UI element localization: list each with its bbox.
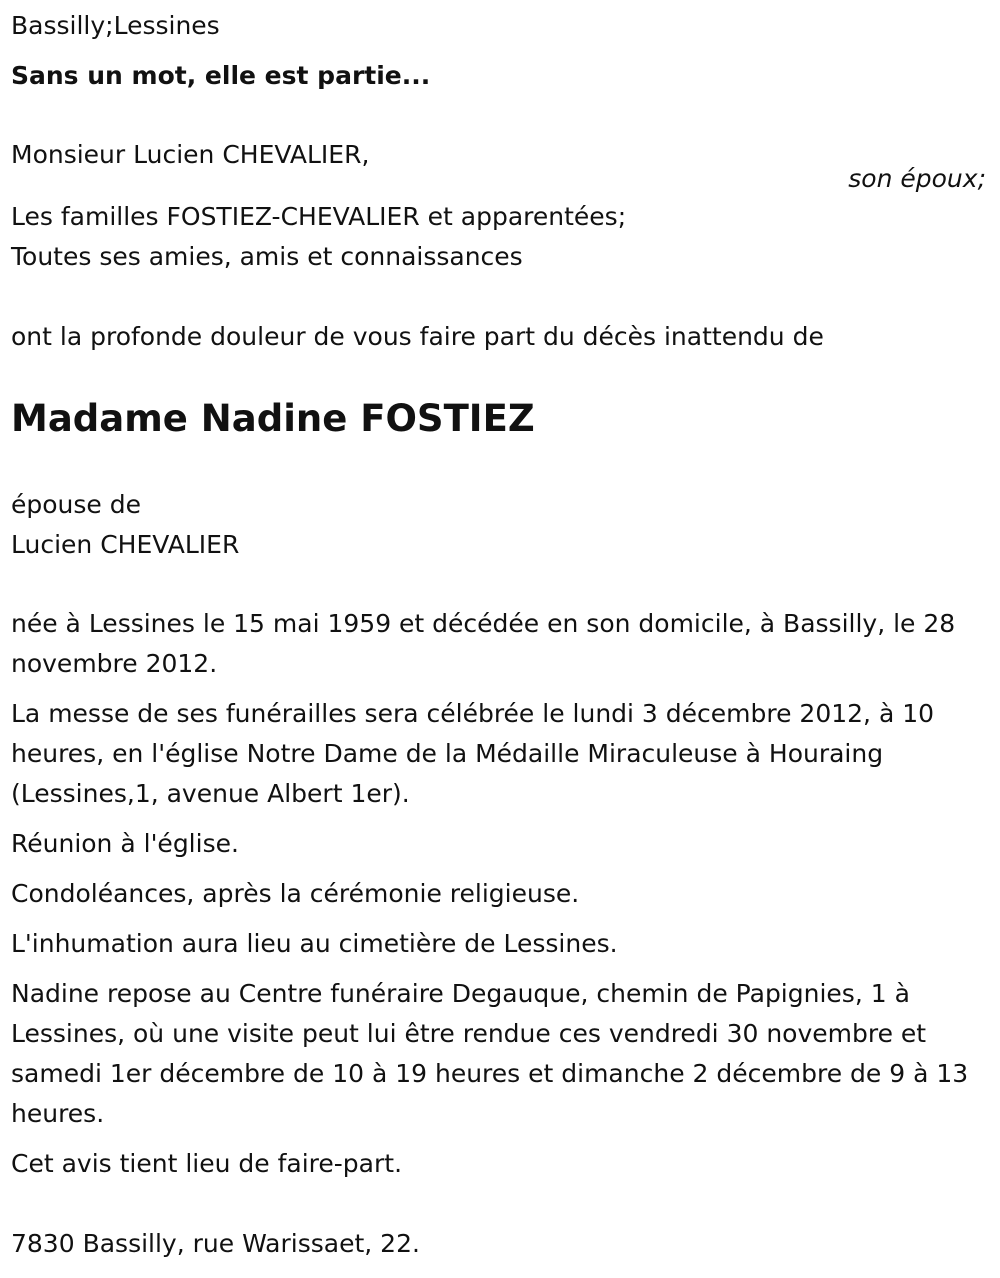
- meeting-paragraph: Réunion à l'église.: [11, 829, 239, 858]
- funeral-mass-paragraph: La messe de ses funérailles sera célébrée le lundi 3 décembre 2012, à 10 heures, en l'église Notre Dame de la Médaille Miraculeuse à Houraing (Lessines,1, avenue Albert 1er).: [11, 699, 935, 808]
- tagline: Sans un mot, elle est partie...: [11, 61, 431, 90]
- husband-name: Lucien CHEVALIER: [11, 530, 240, 559]
- location-header: Bassilly;Lessines: [11, 11, 220, 40]
- condolences-paragraph: Condoléances, après la cérémonie religieuse.: [11, 879, 580, 908]
- address-line: 7830 Bassilly, rue Warissaet, 22.: [11, 1229, 420, 1258]
- visitation-paragraph: Nadine repose au Centre funéraire Degauque, chemin de Papignies, 1 à Lessines, où une visite peut lui être rendue ces vendredi 30 novembre et samedi 1er décembre de 10 à 19 heures et dimanche 2 décembre de 9 à 13 heures.: [11, 979, 969, 1128]
- friends-line: Toutes ses amies, amis et connaissances: [11, 242, 523, 271]
- notice-paragraph: Cet avis tient lieu de faire-part.: [11, 1149, 403, 1178]
- birth-death-paragraph: née à Lessines le 15 mai 1959 et décédée en son domicile, à Bassilly, le 28 novembre 2012.: [11, 609, 956, 678]
- families-line: Les familles FOSTIEZ-CHEVALIER et apparentées;: [11, 202, 627, 231]
- details-section: [11, 604, 986, 1194]
- announcement-text: ont la profonde douleur de vous faire part du décès inattendu de: [11, 322, 824, 351]
- spouse-name: Monsieur Lucien CHEVALIER,: [11, 140, 370, 169]
- burial-paragraph: L'inhumation aura lieu au cimetière de Lessines.: [11, 929, 618, 958]
- relation-label: épouse de: [11, 490, 141, 519]
- deceased-name: Madame Nadine FOSTIEZ: [11, 397, 535, 440]
- spouse-role: son époux;: [848, 164, 986, 193]
